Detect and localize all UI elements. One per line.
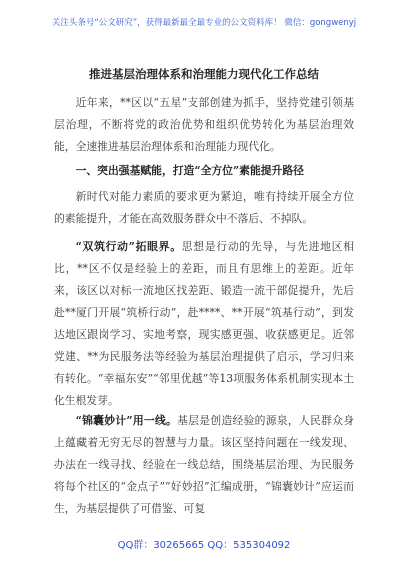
paragraph-a-text: 思想是行动的先导，与先进地区相比，**区不仅是经验上的差距，而且有思维上的差距。近年来，该区以对标一流地区找差距、锻造一流干部促提升，先后赴**厦门开展“筑桥行动”，赴****、**开展“筑基行动”，到发达地区跟岗学习、实地考察，现实感更强、收获感更足。近邻党建、**为民服务法等经验为基层治理提供了启示，学习归来有转化。“幸福东安”“邻里优越”等13项服务体系机制实现本土化生根发芽。 (54, 240, 355, 407)
intro-block (54, 92, 354, 158)
intro-paragraph: 近年来，**区以“五星”支部创建为抓手，坚持党建引领基层治理，不断将党的政治优势和组织优势转化为基层治理效能，全速推进基层治理体系和治理能力现代化。 (54, 96, 354, 153)
paragraph-a-lead: “双筑行动”拓眼界。 (75, 240, 182, 253)
paragraph-b (54, 410, 354, 520)
header-promo-note: 关注头条号“公文研究”，获得最新最全最专业的公文资料库！ 微信：gongwenyj (51, 18, 357, 28)
document-title: 推进基层治理体系和治理能力现代化工作总结 (89, 67, 319, 81)
paragraph-a (54, 236, 354, 412)
section1-intro-block (54, 186, 354, 230)
paragraph-b-text: 基层是创造经验的源泉，人民群众身上蕴藏着无穷无尽的智慧与力量。该区坚持问题在一线发现、办法在一线寻找、经验在一线总结，围绕基层治理、为民服务将每个社区的“金点子”“好妙招”汇编成册，“锦囊妙计”应运而生，为基层提供了可借鉴、可复 (54, 414, 355, 515)
paragraph-b-block (54, 410, 354, 520)
paragraph-a-block (54, 236, 354, 412)
footer-contact: QQ群：30265665 QQ：535304092 (117, 540, 291, 551)
section1-heading: 一、突出强基赋能，打造“全方位”素能提升路径 (75, 164, 304, 177)
paragraph-b-lead: “锦囊妙计”用一线。 (75, 414, 178, 427)
section1-intro-paragraph: 新时代对能力素质的要求更为紧迫，唯有持续开展全方位的素能提升，才能在高效服务群众中不落后、不掉队。 (54, 190, 354, 225)
section1-heading-block (54, 160, 354, 182)
